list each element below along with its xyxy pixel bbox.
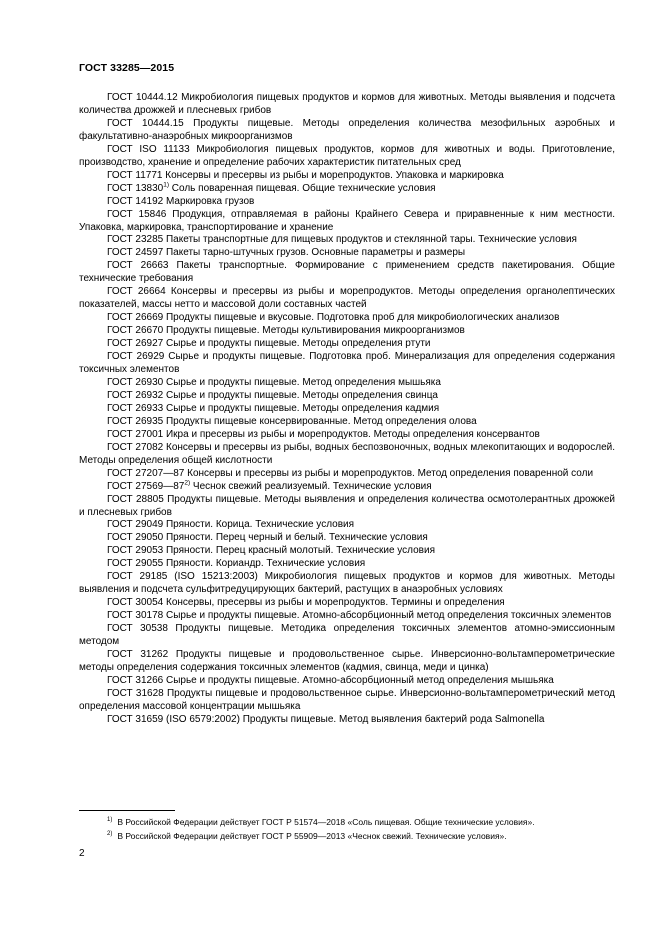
reference-item: ГОСТ 29185 (ISO 15213:2003) Микробиология пищевых продуктов и кормов для животных. Методы выявления и подсчета сульфитредуцирующих бактерий, растущих в анаэробных условиях [79, 571, 615, 596]
reference-item: ГОСТ 11771 Консервы и пресервы из рыбы и морепродуктов. Упаковка и маркировка [107, 169, 504, 181]
reference-text: ГОСТ 27569—87 [107, 480, 185, 492]
footnote-divider [79, 810, 175, 811]
reference-text: Чеснок свежий реализуемый. Технические условия [190, 480, 432, 492]
reference-item: ГОСТ 26932 Сырье и продукты пищевые. Методы определения свинца [107, 389, 438, 401]
reference-item: ГОСТ 27001 Икра и пресервы из рыбы и морепродуктов. Методы определения консервантов [107, 428, 540, 440]
reference-item: ГОСТ 26663 Пакеты транспортные. Формирование с применением средств пакетирования. Общие технические требования [79, 260, 615, 285]
reference-item: ГОСТ ISO 11133 Микробиология пищевых продуктов, кормов для животных и воды. Приготовление, производство, хранение и определение рабочих характеристик питательных сред [79, 143, 615, 168]
footnote-mark: 1) [163, 181, 169, 189]
reference-item: ГОСТ 31659 (ISO 6579:2002) Продукты пищевые. Метод выявления бактерий рода Salmonella [107, 713, 545, 725]
reference-item: ГОСТ 28805 Продукты пищевые. Методы выявления и определения количества осмотолерантных дрожжей и плесневых грибов [79, 493, 615, 518]
reference-item: ГОСТ 15846 Продукция, отправляемая в районы Крайнего Севера и приравненные к ним местности. Упаковка, маркировка, транспортирование и хранение [79, 208, 615, 233]
footnote-mark: 2) [184, 479, 191, 487]
footnote [79, 829, 615, 843]
reference-item: ГОСТ 26927 Сырье и продукты пищевые. Методы определения ртути [107, 338, 431, 350]
reference-item: ГОСТ 23285 Пакеты транспортные для пищевых продуктов и стеклянной тары. Технические условия [107, 234, 577, 246]
reference-item: ГОСТ 26933 Сырье и продукты пищевые. Методы определения кадмия [107, 402, 440, 414]
reference-item: ГОСТ 29049 Пряности. Корица. Технические условия [107, 519, 355, 531]
reference-item: ГОСТ 26664 Консервы и пресервы из рыбы и морепродуктов. Методы определения органолептических показателей, массы нетто и массовой доли составных частей [79, 286, 615, 311]
reference-item: ГОСТ 30538 Продукты пищевые. Методика определения токсичных элементов атомно-эмиссионным методом [79, 623, 615, 648]
reference-item: ГОСТ 26669 Продукты пищевые и вкусовые. Подготовка проб для микробиологических анализов [107, 312, 560, 324]
page-number: 2 [79, 848, 85, 859]
reference-item [79, 481, 615, 494]
reference-item: ГОСТ 26929 Сырье и продукты пищевые. Подготовка проб. Минерализация для определения содержания токсичных элементов [79, 351, 615, 376]
reference-item: ГОСТ 31628 Продукты пищевые и продовольственное сырье. Инверсионно-вольтамперометрический метод определения массовой концентрации мышьяка [79, 687, 615, 712]
reference-item: ГОСТ 29053 Пряности. Перец красный молотый. Технические условия [107, 545, 435, 557]
reference-item: ГОСТ 31262 Продукты пищевые и продовольственное сырье. Инверсионно-вольтамперометрические методы определения содержания токсичных элементов (кадмия, свинца, меди и цинка) [79, 648, 615, 673]
footnote-text: В Российской Федерации действует ГОСТ Р 55909—2013 «Чеснок свежий. Технические условия». [117, 831, 507, 841]
reference-item: ГОСТ 26935 Продукты пищевые консервированные. Метод определения олова [107, 415, 477, 427]
reference-item: ГОСТ 29055 Пряности. Кориандр. Технические условия [107, 558, 366, 570]
footnote-text: В Российской Федерации действует ГОСТ Р 51574—2018 «Соль пищевая. Общие технические условия». [117, 817, 535, 827]
reference-item: ГОСТ 26670 Продукты пищевые. Методы культивирования микроорганизмов [107, 325, 465, 337]
footnote-mark: 1) [107, 817, 113, 824]
reference-item [79, 183, 615, 196]
normative-references [79, 92, 615, 727]
document-header: ГОСТ 33285—2015 [79, 62, 175, 74]
footnote [79, 815, 615, 829]
reference-item: ГОСТ 10444.15 Продукты пищевые. Методы определения количества мезофильных аэробных и факультативно-анаэробных микроорганизмов [79, 117, 615, 142]
reference-item: ГОСТ 30054 Консервы, пресервы из рыбы и морепродуктов. Термины и определения [107, 597, 505, 609]
footnote-mark: 2) [107, 831, 113, 838]
reference-item: ГОСТ 24597 Пакеты тарно-штучных грузов. Основные параметры и размеры [107, 247, 466, 259]
reference-item: ГОСТ 14192 Маркировка грузов [107, 195, 255, 207]
reference-item: ГОСТ 29050 Пряности. Перец черный и белый. Технические условия [107, 532, 428, 544]
reference-item: ГОСТ 30178 Сырье и продукты пищевые. Атомно-абсорбционный метод определения токсичных элементов [107, 610, 612, 622]
reference-item: ГОСТ 26930 Сырье и продукты пищевые. Метод определения мышьяка [107, 376, 441, 388]
reference-item: ГОСТ 31266 Сырье и продукты пищевые. Атомно-абсорбционный метод определения мышьяка [107, 674, 554, 686]
footnotes [79, 815, 615, 843]
reference-item: ГОСТ 27082 Консервы и пресервы из рыбы, водных беспозвоночных, водных млекопитающих и водорослей. Методы определения общей кислотности [79, 441, 615, 466]
reference-item: ГОСТ 10444.12 Микробиология пищевых продуктов и кормов для животных. Методы выявления и подсчета количества дрожжей и плесневых грибов [79, 92, 615, 116]
reference-item: ГОСТ 27207—87 Консервы и пресервы из рыбы и морепродуктов. Метод определения поваренной соли [107, 467, 594, 479]
reference-text: Соль поваренная пищевая. Общие технические условия [169, 182, 436, 194]
reference-text: ГОСТ 13830 [107, 182, 164, 194]
